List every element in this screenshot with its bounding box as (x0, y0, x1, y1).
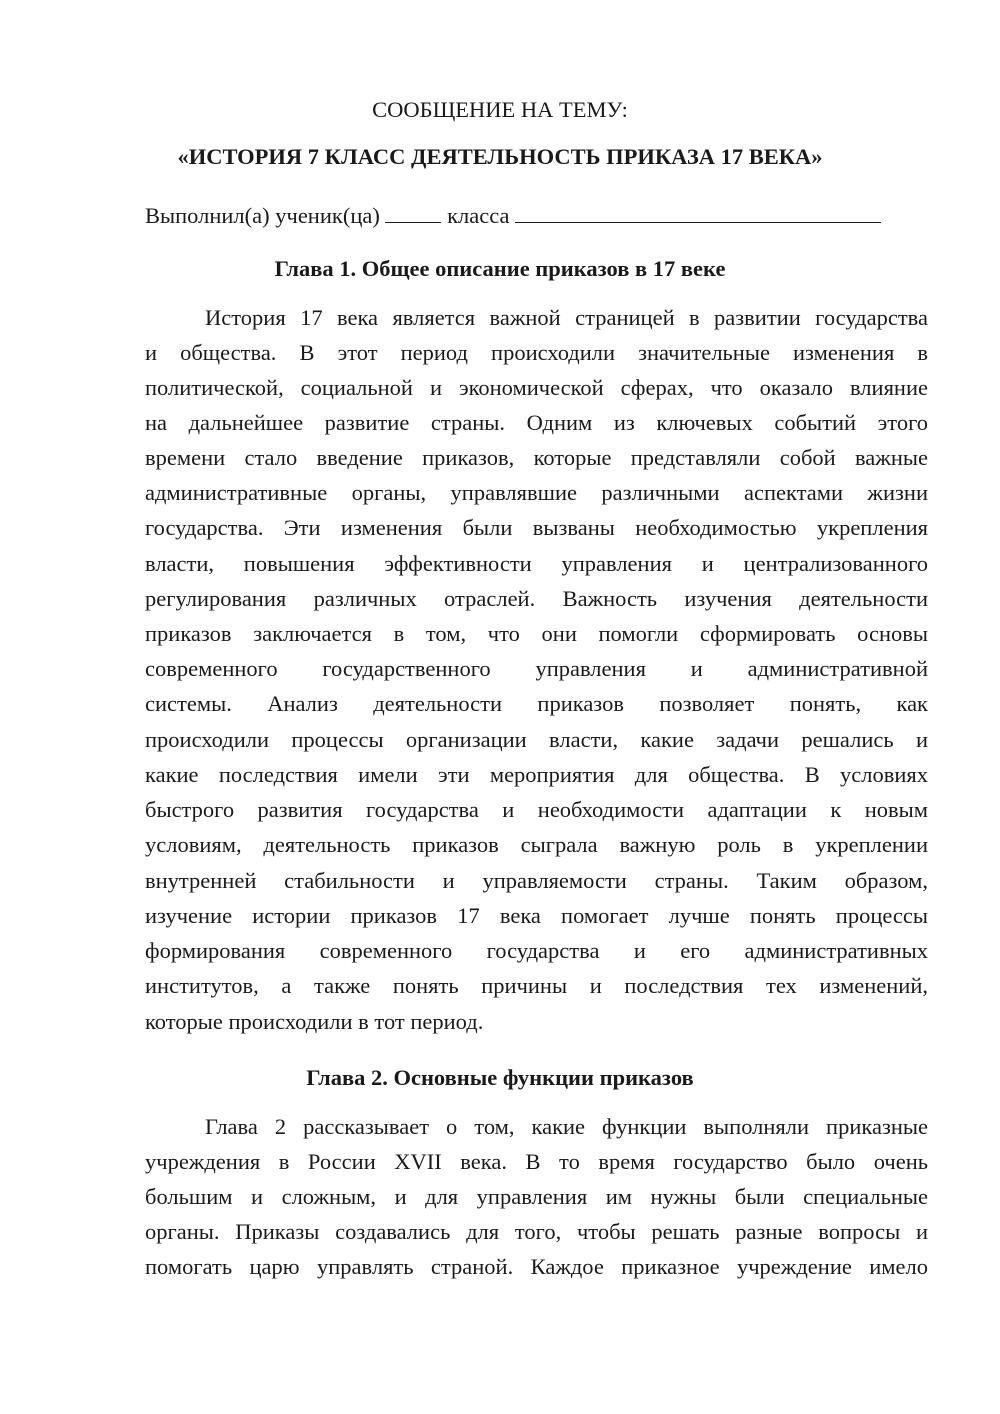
paragraph-line: регулирования различных отраслей. Важность изучения деятельности (145, 586, 928, 611)
paragraph-line: помогать царю управлять страной. Каждое приказное учреждение имело (145, 1254, 928, 1279)
paragraph-line: институтов, а также понять причины и последствия тех изменений, (145, 973, 928, 998)
paragraph-line: формирования современного государства и его административных (145, 938, 928, 963)
author-prefix: Выполнил(а) ученик(ца) (145, 203, 380, 228)
class-blank (515, 202, 881, 223)
paragraph-line: системы. Анализ деятельности приказов позволяет понять, как (145, 691, 928, 716)
paragraph-line: внутренней стабильности и управляемости страны. Таким образом, (145, 868, 928, 893)
paragraph-line: какие последствия имели эти мероприятия для общества. В условиях (145, 762, 928, 787)
paragraph-line: на дальнейшее развитие страны. Одним из ключевых событий этого (145, 410, 928, 435)
paragraph-line: современного государственного управления и административной (145, 656, 928, 681)
paragraph-line: происходили процессы организации власти, какие задачи решались и (145, 727, 928, 752)
paragraph-line: История 17 века является важной страницей в развитии государства (205, 305, 928, 330)
paragraph-line: административные органы, управлявшие различными аспектами жизни (145, 480, 928, 505)
paragraph-line: условиям, деятельность приказов сыграла важную роль в укреплении (145, 832, 928, 857)
paragraph-line: государства. Эти изменения были вызваны необходимостью укрепления (145, 515, 928, 540)
paragraph-line: органы. Приказы создавались для того, чтобы решать разные вопросы и (145, 1219, 928, 1244)
paragraph-line: изучение истории приказов 17 века помогает лучше понять процессы (145, 903, 928, 928)
paragraph-line: Глава 2 рассказывает о том, какие функции выполняли приказные (205, 1114, 928, 1139)
paragraph-line: времени стало введение приказов, которые представляли собой важные (145, 445, 928, 470)
paragraph-line: и общества. В этот период происходили значительные изменения в (145, 340, 928, 365)
chapter1-title: Глава 1. Общее описание приказов в 17 веке (274, 256, 726, 281)
paragraph-line: большим и сложным, и для управления им нужны были специальные (145, 1184, 928, 1209)
paragraph-line: которые происходили в тот период. (145, 1009, 484, 1034)
report-heading: СООБЩЕНИЕ НА ТЕМУ: (372, 97, 628, 122)
author-class-label: класса (447, 203, 510, 228)
report-topic-title: «ИСТОРИЯ 7 КЛАСС ДЕЯТЕЛЬНОСТЬ ПРИКАЗА 17 ВЕКА» (177, 144, 823, 169)
chapter2-title: Глава 2. Основные функции приказов (306, 1065, 694, 1090)
paragraph-line: политической, социальной и экономической сферах, что оказало влияние (145, 375, 928, 400)
paragraph-line: приказов заключается в том, что они помогли сформировать основы (145, 621, 928, 646)
paragraph-line: учреждения в России XVII века. В то время государство было очень (145, 1149, 928, 1174)
paragraph-line: власти, повышения эффективности управления и централизованного (145, 551, 928, 576)
grade-blank (385, 202, 441, 223)
author-line (145, 202, 881, 228)
paragraph-line: быстрого развития государства и необходимости адаптации к новым (145, 797, 928, 822)
